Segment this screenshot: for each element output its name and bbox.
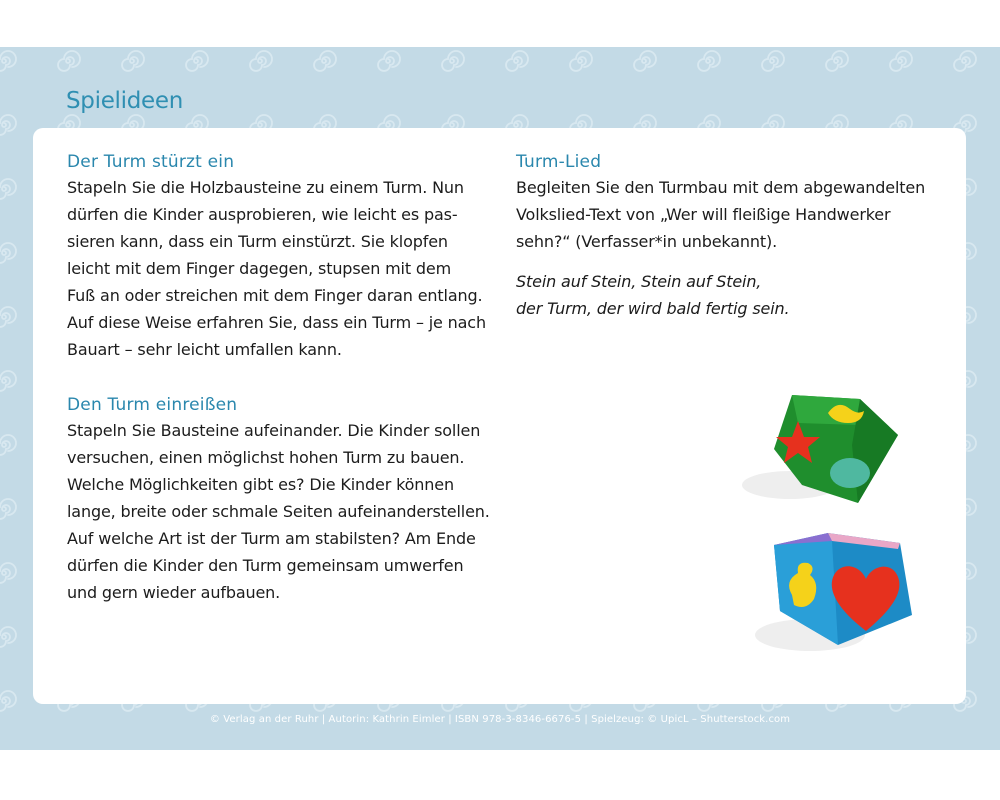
song-verse [516,268,926,322]
section-body [67,174,497,363]
verse-line: Stein auf Stein, Stein auf Stein, [516,272,762,291]
section-turm-lied [516,150,926,322]
verse-line: der Turm, der wird bald fertig sein. [516,299,790,318]
body-line: Fuß an oder streichen mit dem Finger daran entlang. [67,286,483,305]
section-turm-einreissen [67,393,497,606]
body-line: versuchen, einen möglichst hohen Turm zu bauen. [67,448,465,467]
body-line: leicht mit dem Finger dagegen, stupsen mit dem [67,259,452,278]
body-line: sieren kann, dass ein Turm einstürzt. Sie klopfen [67,232,448,251]
body-line: Volkslied-Text von „Wer will fleißige Handwerker [516,205,891,224]
body-line: sehn?“ (Verfasser*in unbekannt). [516,232,778,251]
body-line: Bauart – sehr leicht umfallen kann. [67,340,342,359]
body-line: dürfen die Kinder ausprobieren, wie leicht es pas- [67,205,458,224]
body-line: Welche Möglichkeiten gibt es? Die Kinder können [67,475,454,494]
body-line: Stapeln Sie Bausteine aufeinander. Die Kinder sollen [67,421,481,440]
body-line: Auf welche Art ist der Turm am stabilsten? Am Ende [67,529,476,548]
section-body [67,417,497,606]
section-heading: Den Turm einreißen [67,395,238,415]
body-line: Begleiten Sie den Turmbau mit dem abgewandelten [516,178,926,197]
body-line: lange, breite oder schmale Seiten aufeinanderstellen. [67,502,490,521]
body-line: und gern wieder aufbauen. [67,583,281,602]
section-turm-stuerzt-ein [67,150,497,363]
section-body [516,174,926,255]
section-heading: Der Turm stürzt ein [67,152,235,172]
oval-shape [830,458,870,488]
toy-dice-icon [740,385,930,665]
copyright-footer: © Verlag an der Ruhr | Autorin: Kathrin Eimler | ISBN 978-3-8346-6676-5 | Spielzeug: © UpicL – Shutterstock.com [209,714,791,725]
body-line: dürfen die Kinder den Turm gemeinsam umwerfen [67,556,464,575]
section-heading: Turm-Lied [516,152,602,172]
body-line: Stapeln Sie die Holzbausteine zu einem Turm. Nun [67,178,464,197]
page-title: Spielideen [66,88,183,114]
body-line: Auf diese Weise erfahren Sie, dass ein Turm – je nach [67,313,486,332]
